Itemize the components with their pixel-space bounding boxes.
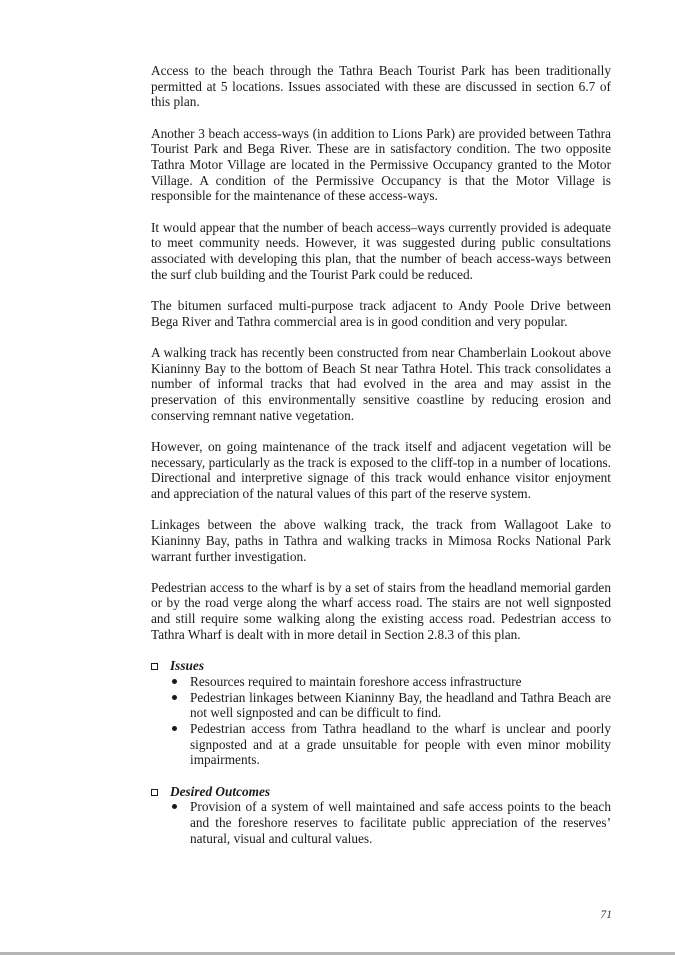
paragraph: Access to the beach through the Tathra Beach Tourist Park has been traditionally permitted at 5 locations. Issues associated with these are discussed in section 6.7 of this plan.	[151, 63, 611, 110]
page-number: 71	[600, 909, 612, 921]
list-item-text: Pedestrian linkages between Kianinny Bay, the headland and Tathra Beach are not well signposted and can be difficult to find.	[190, 689, 611, 721]
bullet-dot-icon	[172, 726, 177, 731]
desired-outcomes-section	[151, 784, 611, 847]
paragraph: However, on going maintenance of the track itself and adjacent vegetation will be necessary, particularly as the track is exposed to the cliff-top in a number of locations. Directional and interpretive signage of this track would enhance visitor enjoyment and appreciation of the natural values of this part of the reserve system.	[151, 438, 611, 501]
bullet-dot-icon	[172, 679, 177, 684]
list-item	[190, 674, 611, 690]
issues-heading: Issues	[170, 658, 204, 674]
square-bullet-icon	[151, 789, 158, 796]
outcomes-heading: Desired Outcomes	[170, 783, 271, 799]
paragraph: The bitumen surfaced multi-purpose track adjacent to Andy Poole Drive between Bega River and Tathra commercial area is in good condition and very popular.	[151, 297, 611, 329]
outcomes-heading-row	[151, 784, 611, 800]
paragraph: It would appear that the number of beach access–ways currently provided is adequate to meet community needs. However, it was suggested during public consultations associated with developing this plan, that the number of beach access-ways between the surf club building and the Tourist Park could be reduced.	[151, 219, 611, 282]
paragraph: A walking track has recently been constructed from near Chamberlain Lookout above Kianinny Bay to the bottom of Beach St near Tathra Hotel. This track consolidates a number of informal tracks that had evolved in the area and may assist in the preservation of this environmentally sensitive coastline by reducing erosion and conserving remnant native vegetation.	[151, 344, 611, 423]
issues-list	[151, 674, 611, 768]
issues-heading-row	[151, 658, 611, 674]
list-item	[190, 690, 611, 721]
list-item	[190, 799, 611, 846]
list-item-text: Resources required to maintain foreshore access infrastructure	[190, 673, 522, 689]
issues-section	[151, 658, 611, 768]
bullet-dot-icon	[172, 695, 177, 700]
outcomes-list	[151, 799, 611, 846]
paragraph: Linkages between the above walking track, the track from Wallagoot Lake to Kianinny Bay, paths in Tathra and walking tracks in Mimosa Rocks National Park warrant further investigation.	[151, 517, 611, 564]
list-item	[190, 721, 611, 768]
paragraph: Another 3 beach access-ways (in addition to Lions Park) are provided between Tathra Tourist Park and Bega River. These are in satisfactory condition. The two opposite Tathra Motor Village are located in the Permissive Occupancy granted to the Motor Village. A condition of the Permissive Occupancy is that the Motor Village is responsible for the maintenance of these access-ways.	[151, 125, 611, 204]
square-bullet-icon	[151, 663, 158, 670]
page-content	[151, 63, 611, 862]
list-item-text: Provision of a system of well maintained and safe access points to the beach and the foreshore reserves to facilitate public appreciation of the reserves’ natural, visual and cultural values.	[190, 799, 611, 846]
paragraph: Pedestrian access to the wharf is by a set of stairs from the headland memorial garden or by the road verge along the wharf access road. The stairs are not well signposted and still require some walking along the existing access road. Pedestrian access to Tathra Wharf is dealt with in more detail in Section 2.8.3 of this plan.	[151, 579, 611, 642]
list-item-text: Pedestrian access from Tathra headland to the wharf is unclear and poorly signposted and at a grade unsuitable for people with even minor mobility impairments.	[190, 720, 611, 768]
bullet-dot-icon	[172, 804, 177, 809]
